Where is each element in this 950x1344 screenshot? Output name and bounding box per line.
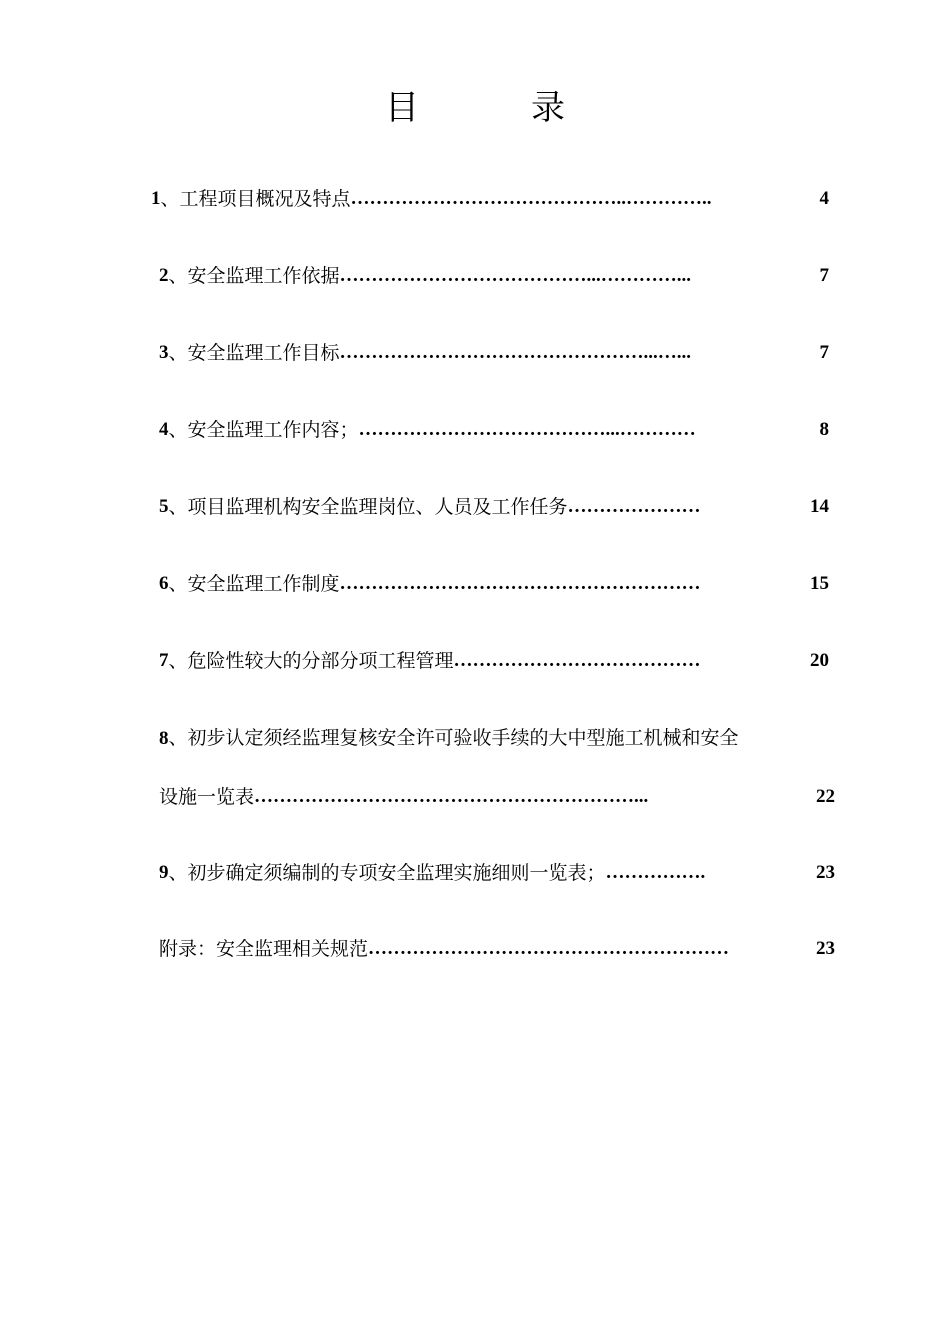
entry-leader: ………………………………………………… bbox=[339, 573, 701, 594]
toc-entry-9[interactable] bbox=[159, 858, 835, 888]
entry-leader: ………………………………… bbox=[453, 650, 701, 671]
entry-page-number: 23 bbox=[816, 938, 835, 959]
entry-label: 、安全监理工作目标 bbox=[168, 342, 340, 364]
entry-number: 6 bbox=[159, 573, 169, 594]
entry-label: 、项目监理机构安全监理岗位、人员及工作任务 bbox=[168, 496, 568, 518]
entry-number: 8 bbox=[159, 728, 169, 749]
entry-leader: ………………………………………………… bbox=[368, 938, 730, 959]
entry-number: 3 bbox=[159, 342, 169, 363]
entry-label: 设施一览表 bbox=[159, 786, 255, 808]
entry-leader: ……………. bbox=[605, 862, 706, 883]
entry-number: 7 bbox=[159, 650, 169, 671]
entry-label: 附录：安全监理相关规范 bbox=[159, 938, 369, 960]
toc-entry-4[interactable] bbox=[159, 415, 829, 445]
entry-leader: …………………………………………...…... bbox=[339, 342, 692, 363]
entry-page-number: 14 bbox=[810, 496, 829, 517]
entry-leader: …………………………………...………… bbox=[358, 419, 696, 440]
entry-leader: ……………………………………..………….. bbox=[350, 188, 712, 209]
toc-entry-3[interactable] bbox=[159, 338, 829, 368]
entry-number: 4 bbox=[159, 419, 169, 440]
entry-label: 、危险性较大的分部分项工程管理 bbox=[168, 650, 454, 672]
entry-label: 、工程项目概况及特点 bbox=[160, 188, 351, 210]
toc-entry-2[interactable] bbox=[159, 261, 829, 291]
entry-number: 2 bbox=[159, 265, 169, 286]
toc-entry-6[interactable] bbox=[159, 569, 829, 599]
toc-title-char-2: 录 bbox=[531, 88, 565, 128]
toc-entry-5[interactable] bbox=[159, 492, 829, 522]
entry-number: 1 bbox=[151, 188, 161, 209]
entry-label: 、安全监理工作内容； bbox=[168, 419, 359, 441]
entry-leader: …………………………………...…………... bbox=[339, 265, 692, 286]
toc-entry-8-line-2[interactable] bbox=[159, 782, 835, 812]
entry-page-number: 4 bbox=[819, 188, 829, 209]
entry-page-number: 7 bbox=[819, 265, 829, 286]
entry-label: 、安全监理工作制度 bbox=[168, 573, 340, 595]
entry-page-number: 22 bbox=[816, 786, 835, 807]
entry-leader: ………………… bbox=[567, 496, 701, 517]
entry-page-number: 7 bbox=[819, 342, 829, 363]
entry-label: 、初步认定须经监理复核安全许可验收手续的大中型施工机械和安全 bbox=[168, 727, 739, 749]
toc-entry-1[interactable] bbox=[151, 184, 829, 214]
toc-entry-8-line-1[interactable] bbox=[159, 723, 739, 753]
toc-entry-appendix[interactable] bbox=[159, 934, 835, 964]
entry-page-number: 23 bbox=[816, 862, 835, 883]
entry-page-number: 15 bbox=[810, 573, 829, 594]
toc-title-char-1: 目 bbox=[385, 88, 419, 128]
entry-label: 、初步确定须编制的专项安全监理实施细则一览表； bbox=[168, 862, 606, 884]
entry-page-number: 20 bbox=[810, 650, 829, 671]
entry-label: 、安全监理工作依据 bbox=[168, 265, 340, 287]
entry-leader: ……………………………………………………... bbox=[254, 786, 649, 807]
entry-number: 9 bbox=[159, 862, 169, 883]
toc-title bbox=[0, 86, 950, 130]
toc-entry-7[interactable] bbox=[159, 646, 829, 676]
entry-page-number: 8 bbox=[819, 419, 829, 440]
entry-number: 5 bbox=[159, 496, 169, 517]
